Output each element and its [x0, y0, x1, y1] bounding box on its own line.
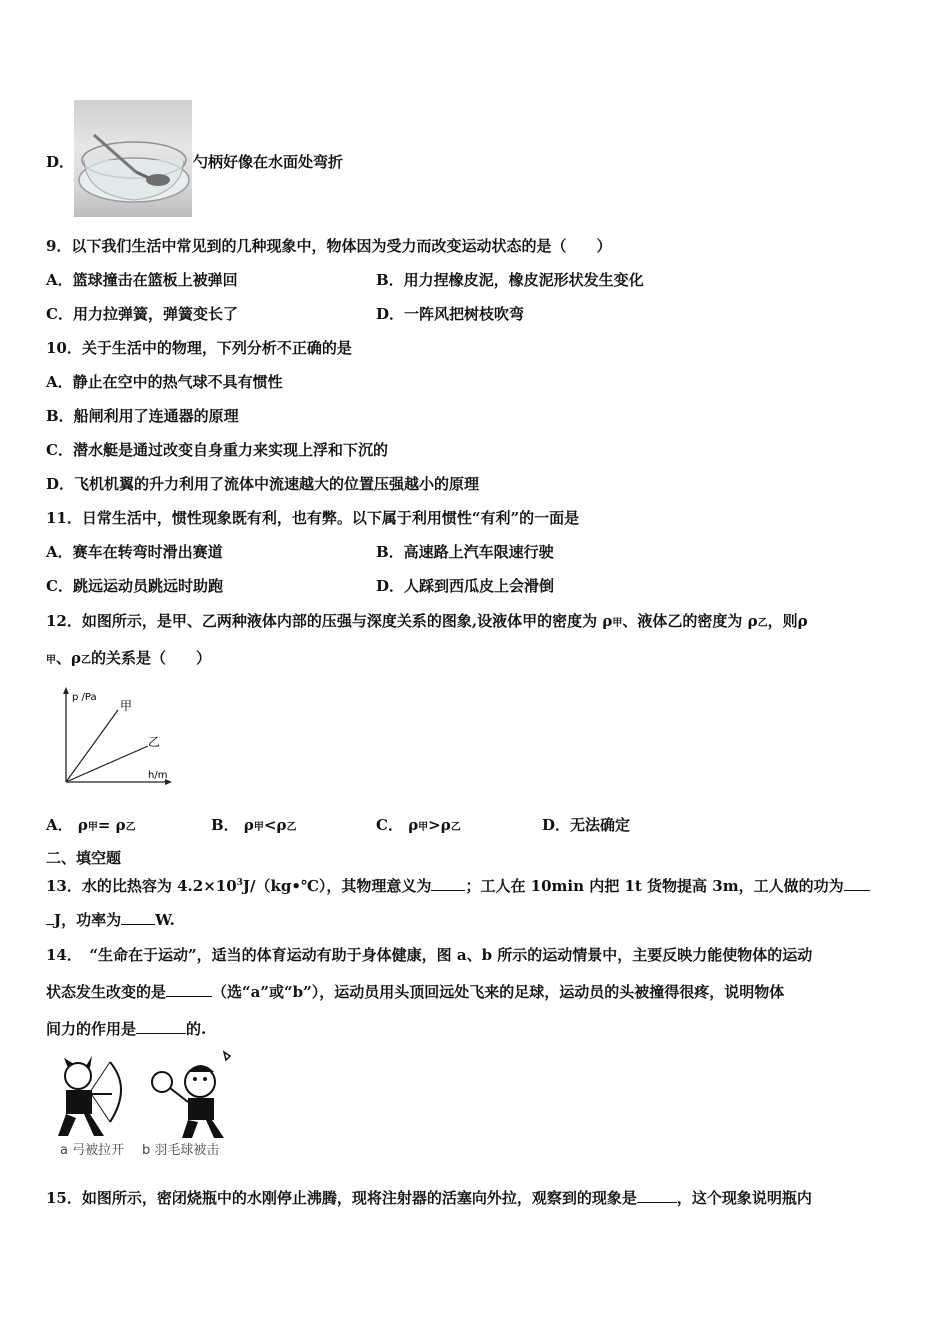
archer-figure: [58, 1056, 121, 1136]
q12-option-a: A． ρ甲= ρ乙: [46, 816, 136, 834]
q10-option-c: C．潜水艇是通过改变自身重力来实现上浮和下沉的: [46, 441, 388, 459]
q11-stem: 11．日常生活中，惯性现象既有利，也有弊。以下属于利用惯性“有利”的一面是: [46, 509, 580, 527]
rho-jia: ρ甲: [602, 612, 623, 630]
q10-option-b: B．船闸利用了连通器的原理: [46, 407, 239, 425]
caption-a: a 弓被拉开: [60, 1143, 125, 1158]
q10-stem: 10．关于生活中的物理，下列分析不正确的是: [46, 339, 352, 357]
q9-stem: 9．以下我们生活中常见到的几种现象中，物体因为受力而改变运动状态的是（ ）: [46, 237, 612, 255]
y-axis-label: p /Pa: [72, 692, 97, 703]
q12-stem-line1: 12．如图所示，是甲、乙两种液体内部的压强与深度关系的图象,设液体甲的密度为 ρ甲、液体乙的密度为 ρ乙，则ρ: [46, 612, 808, 630]
spoon-in-water-photo: [74, 100, 192, 217]
q12-option-c: C． ρ甲>ρ乙: [376, 816, 461, 834]
q12-stem-line2: 甲、ρ乙的关系是（ ）: [46, 649, 212, 667]
q9-option-a: A．篮球撞击在篮板上被弹回: [46, 271, 238, 289]
q15-line1: 15．如图所示，密闭烧瓶中的水刚停止沸腾，现将注射器的活塞向外拉，观察到的现象是 ，这个现象说明瓶内: [46, 1189, 812, 1207]
x-axis-label: h/m: [148, 770, 168, 781]
q13-line2: J，功率为 W.: [46, 910, 175, 930]
line-jia-label: 甲: [120, 699, 133, 713]
q10-option-a: A．静止在空中的热气球不具有惯性: [46, 373, 283, 391]
caption-b: b 羽毛球被击: [142, 1143, 220, 1158]
q13-blank-1: [431, 876, 465, 891]
rho-yi: ρ乙: [747, 612, 768, 630]
line-yi-label: 乙: [148, 735, 161, 749]
q14-line1: 14． “生命在于运动”，适当的体育运动有助于身体健康，图 a、b 所示的运动情景中，主要反映力能使物体的运动: [46, 946, 813, 964]
q12-option-d: D．无法确定: [542, 816, 631, 834]
q9-option-b: B．用力捏橡皮泥，橡皮泥形状发生变化: [376, 271, 644, 289]
pressure-depth-graph: [56, 686, 176, 786]
q11-option-c: C．跳远运动员跳远时助跑: [46, 577, 223, 595]
q13-blank-3: [121, 910, 155, 925]
q9-option-d: D．一阵风把树枝吹弯: [376, 305, 525, 323]
q11-option-b: B．高速路上汽车限速行驶: [376, 543, 554, 561]
q14-blank-2: [136, 1019, 186, 1034]
q9-option-c: C．用力拉弹簧，弹簧变长了: [46, 305, 238, 323]
q11-option-d: D．人踩到西瓜皮上会滑倒: [376, 577, 555, 595]
q15-blank-1: [637, 1188, 677, 1203]
badminton-figure: [152, 1052, 230, 1138]
q12-option-b: B． ρ甲<ρ乙: [211, 816, 297, 834]
sports-illustration: [50, 1048, 240, 1160]
q13-blank-2: [844, 876, 870, 891]
q8-option-d-label: D．: [46, 153, 75, 171]
q14-blank-1: [166, 982, 212, 997]
q14-line2: 状态发生改变的是 （选“a”或“b”），运动员用头顶回远处飞来的足球，运动员的头被撞得很疼，说明物体: [46, 983, 785, 1001]
q11-option-a: A．赛车在转弯时滑出赛道: [46, 543, 223, 561]
section-fill-in-title: 二、填空题: [46, 849, 122, 867]
q8-option-d-text: 勺柄好像在水面处弯折: [193, 153, 344, 171]
q14-line3: 间力的作用是 的.: [46, 1020, 207, 1038]
q10-option-d: D．飞机机翼的升力利用了流体中流速越大的位置压强越小的原理: [46, 475, 480, 493]
q13-line1: 13．水的比热容为 $4.2\times 10^3J/(kg•℃)$，其物理意义为 ；工人在 10min 内把 1t 货物提高 3m，工人做的功为: [46, 873, 870, 896]
